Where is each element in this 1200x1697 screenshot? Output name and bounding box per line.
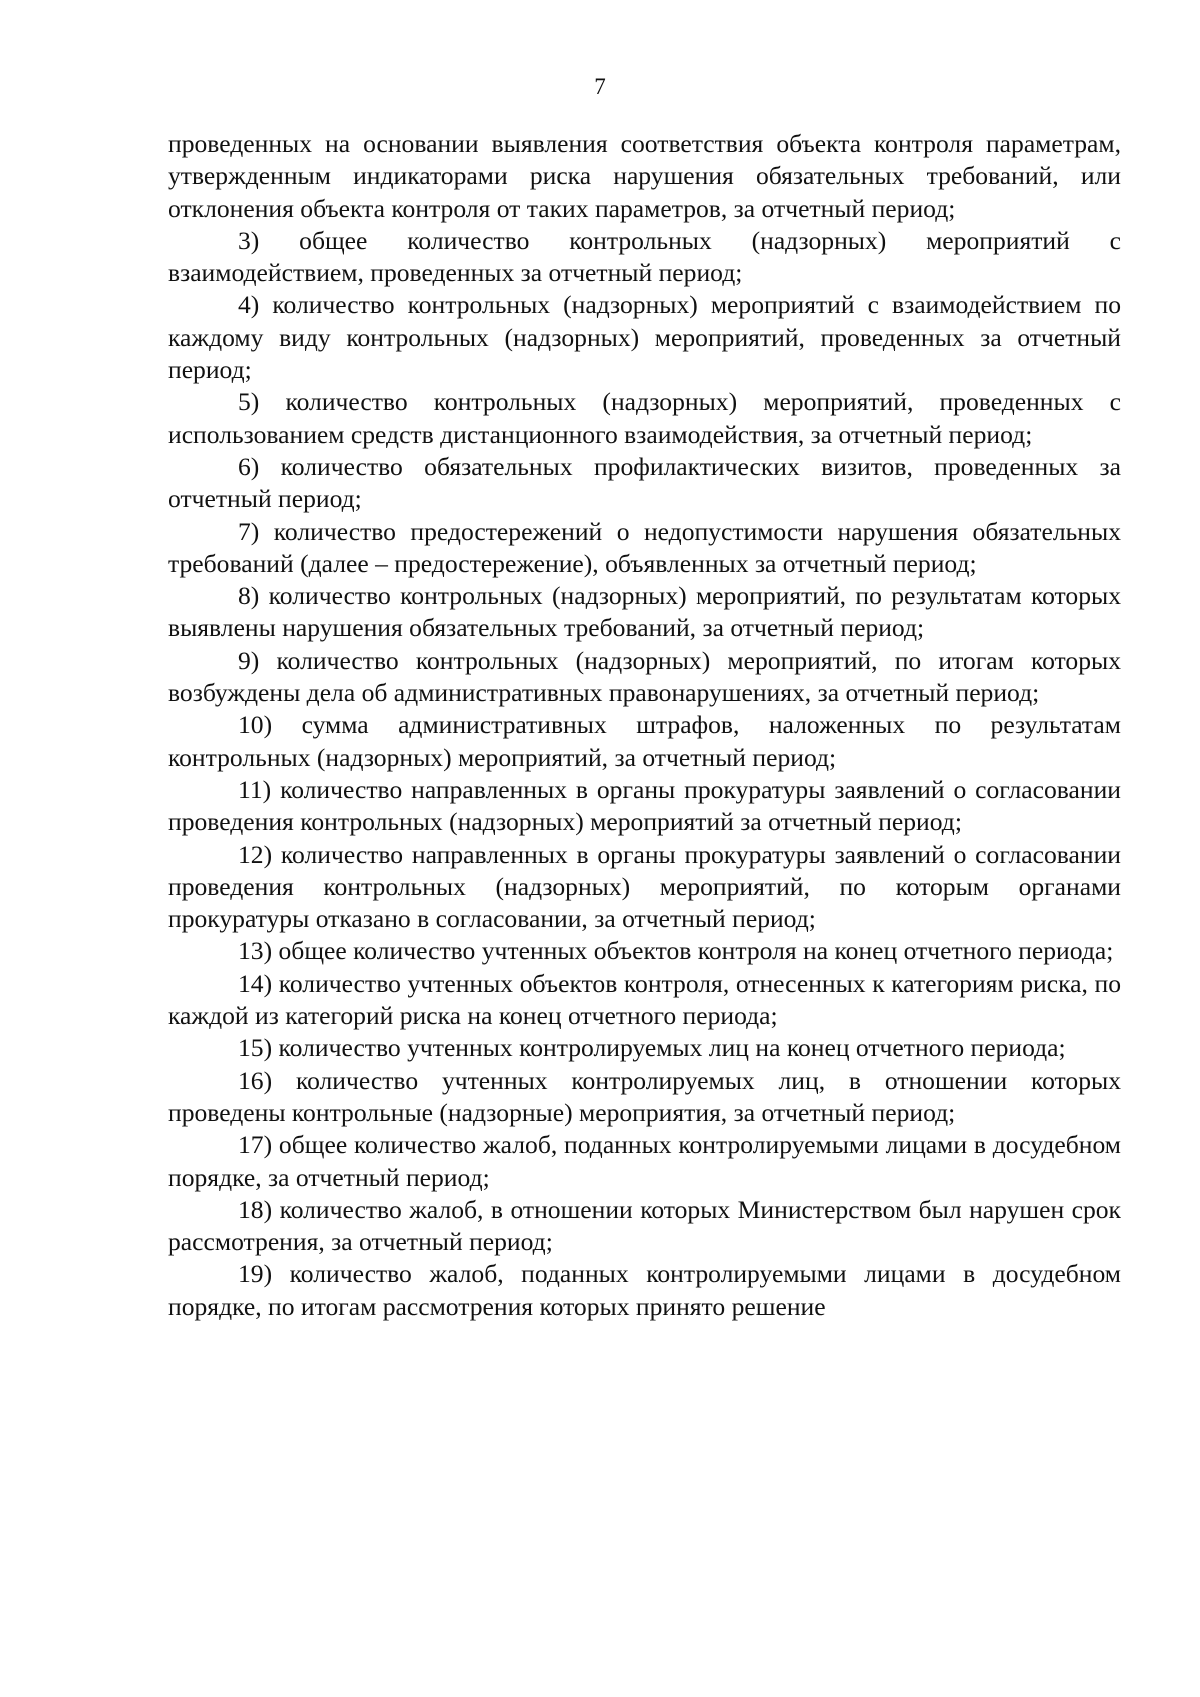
list-item-10: 10) сумма административных штрафов, наложенных по результатам контрольных (надзорных) мероприятий, за отчетный период; [168,710,1121,772]
list-item-3: 3) общее количество контрольных (надзорных) мероприятий с взаимодействием, проведенных за отчетный период; [168,225,1121,288]
list-item-16: 16) количество учтенных контролируемых лиц, в отношении которых проведены контрольные (надзорные) мероприятия, за отчетный период; [168,1065,1121,1127]
list-item-17: 17) общее количество жалоб, поданных контролируемыми лицами в досудебном порядке, за отчетный период; [168,1130,1121,1192]
document-body [168,128,1121,1323]
list-item-19: 19) количество жалоб, поданных контролируемыми лицами в досудебном порядке, по итогам рассмотрения которых принято решение [168,1259,1121,1321]
list-item-15: 15) количество учтенных контролируемых лиц на конец отчетного периода; [238,1033,1066,1063]
list-item-8: 8) количество контрольных (надзорных) мероприятий, по результатам которых выявлены нарушения обязательных требований, за отчетный период; [168,581,1121,643]
list-item-4: 4) количество контрольных (надзорных) мероприятий с взаимодействием по каждому виду контрольных (надзорных) мероприятий, проведенных за отчетный период; [168,290,1121,385]
list-item-18: 18) количество жалоб, в отношении которых Министерством был нарушен срок рассмотрения, за отчетный период; [168,1194,1121,1257]
list-item-7: 7) количество предостережений о недопустимости нарушения обязательных требований (далее – предостережение), объявленных за отчетный период; [168,516,1121,578]
list-item-12: 12) количество направленных в органы прокуратуры заявлений о согласовании проведения контрольных (надзорных) мероприятий, по которым органами прокуратуры отказано в согласовании, за отчетный период; [168,839,1121,934]
list-item-11: 11) количество направленных в органы прокуратуры заявлений о согласовании проведения контрольных (надзорных) мероприятий за отчетный период; [168,774,1121,837]
paragraph-continuation: проведенных на основании выявления соответствия объекта контроля параметрам, утвержденным индикаторами риска нарушения обязательных требований, или отклонения объекта контроля от таких параметров, за отчетный период; [168,129,1121,223]
list-item-9: 9) количество контрольных (надзорных) мероприятий, по итогам которых возбуждены дела об административных правонарушениях, за отчетный период; [168,645,1121,708]
list-item-14: 14) количество учтенных объектов контроля, отнесенных к категориям риска, по каждой из категорий риска на конец отчетного периода; [168,968,1121,1031]
list-item-6: 6) количество обязательных профилактических визитов, проведенных за отчетный период; [168,451,1121,514]
list-item-13: 13) общее количество учтенных объектов контроля на конец отчетного периода; [238,936,1114,966]
page-number: 7 [594,74,606,99]
list-item-5: 5) количество контрольных (надзорных) мероприятий, проведенных с использованием средств дистанционного взаимодействия, за отчетный период; [168,387,1121,449]
